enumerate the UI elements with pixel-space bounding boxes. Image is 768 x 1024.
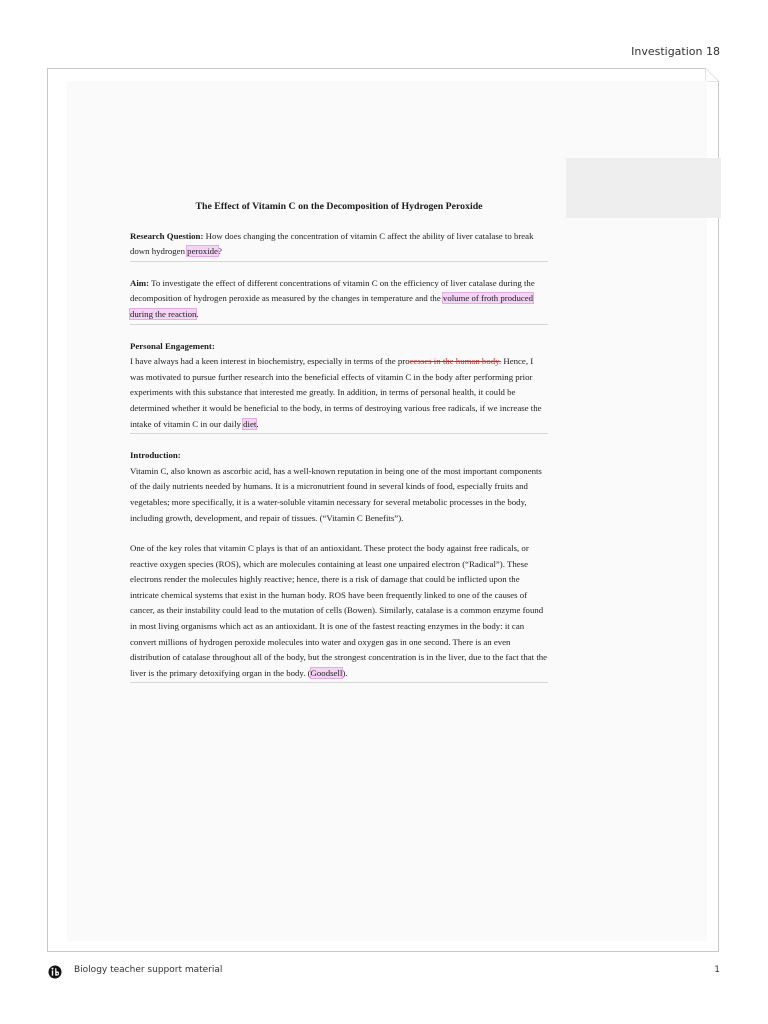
research-question-end: ?	[217, 246, 222, 257]
document-body	[130, 199, 548, 697]
highlight-annotation[interactable]: peroxide	[187, 246, 218, 257]
aim-text: To investigate the effect of different concentrations of vitamin C on the efficiency of liver catalase during the decomposition of hydrogen peroxide as measured by the changes in temperature and the	[130, 277, 535, 304]
introduction-p2-end: ).	[342, 667, 348, 678]
strikethrough-annotation[interactable]: cesses in the human body.	[409, 356, 502, 367]
ib-logo-icon	[48, 965, 62, 979]
highlight-annotation[interactable]: volume of froth produced during the reaction	[130, 293, 534, 319]
folded-corner-icon	[705, 68, 719, 82]
introduction-p2-text: One of the key roles that vitamin C plays is that of an antioxidant. These protect the body against free radicals, or reactive oxygen species (ROS), which are molecules containing at least one unpaired electron (“Radical”). These electrons render the molecules highly reactive; hence, there is a risk of damage that could be inflicted upon the intricate chemical systems that exist in the human body. ROS have been frequently linked to one of the causes of cancer, as their instability could lead to the mutation of cells (Bowen). Similarly, catalase is a common enzyme found in most living organisms which act as an antioxidant. It is one of the fastest reacting enzymes in the body: it can convert millions of hydrogen peroxide molecules into water and oxygen gas in one second. There is an even distribution of catalase throughout all of the body, but the strongest concentration is in the liver, due to the fact that the liver is the primary detoxifying organ in the body. (	[130, 543, 548, 678]
document-title: The Effect of Vitamin C on the Decomposition of Hydrogen Peroxide	[195, 201, 483, 212]
personal-engagement-text-b: Hence, I was motivated to pursue further research into the beneficial effects of vitamin C in the body after performing prior experiments with this substance that interested me greatly. In addition, in terms of personal health, it could be determined whether it would be beneficial to the body, in terms of destroying various free radicals, if we increase the intake of vitamin C in our daily	[130, 356, 542, 429]
research-question-paragraph	[130, 229, 548, 262]
research-question-heading: Research Question:	[130, 230, 204, 241]
highlight-annotation[interactable]: diet	[243, 418, 257, 429]
introduction-paragraph-2	[130, 541, 548, 683]
aim-paragraph	[130, 276, 548, 325]
personal-engagement-end: .	[256, 418, 259, 429]
page-header-label: Investigation 18	[631, 45, 720, 58]
introduction-heading: Introduction:	[130, 450, 181, 461]
redacted-box	[566, 158, 721, 218]
page-footer	[48, 964, 720, 980]
research-question-text: How does changing the concentration of vitamin C affect the ability of liver catalase to break down hydrogen	[130, 230, 534, 257]
personal-engagement-paragraph	[130, 339, 548, 435]
page-frame	[47, 68, 719, 952]
personal-engagement-heading: Personal Engagement:	[130, 340, 215, 351]
introduction-paragraph-1	[130, 448, 548, 527]
highlight-annotation[interactable]: Goodsell	[310, 667, 343, 678]
personal-engagement-text-a: I have always had a keen interest in biochemistry, especially in terms of the pro	[130, 356, 410, 367]
footer-text: Biology teacher support material	[74, 965, 223, 975]
introduction-p1-text: Vitamin C, also known as ascorbic acid, has a well-known reputation in being one of the most important components of the daily nutrients needed by humans. It is a micronutrient found in several kinds of food, especially fruits and vegetables; more specifically, it is a water-soluble vitamin necessary for several metabolic processes in the body, including growth, development, and repair of tissues. (“Vitamin C Benefits”).	[130, 465, 542, 523]
page-number: 1	[714, 965, 720, 975]
aim-heading: Aim:	[130, 277, 150, 288]
aim-end: .	[196, 308, 199, 319]
